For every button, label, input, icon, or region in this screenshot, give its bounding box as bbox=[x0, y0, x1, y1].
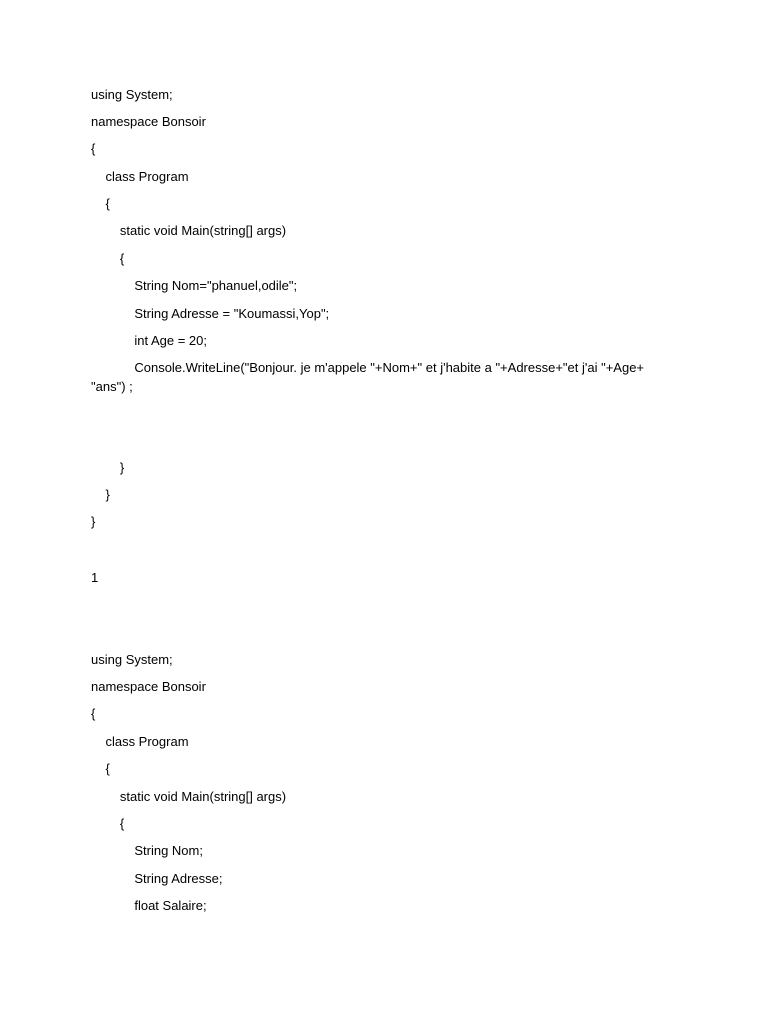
code-line: String Adresse; bbox=[91, 871, 223, 886]
code-line: float Salaire; bbox=[91, 898, 207, 913]
code-line: class Program bbox=[91, 169, 189, 184]
code-line: { bbox=[91, 706, 96, 721]
code-line: { bbox=[91, 816, 125, 831]
code-line: String Nom; bbox=[91, 843, 203, 858]
code-line: } bbox=[91, 460, 125, 475]
code-line: using System; bbox=[91, 87, 173, 102]
code-line: using System; bbox=[91, 652, 173, 667]
code-line: namespace Bonsoir bbox=[91, 114, 206, 129]
page-number: 1 bbox=[91, 570, 99, 585]
code-line: { bbox=[91, 251, 125, 266]
code-line: namespace Bonsoir bbox=[91, 679, 206, 694]
code-line: } bbox=[91, 487, 110, 502]
code-line: String Adresse = "Koumassi,Yop"; bbox=[91, 306, 330, 321]
code-line: { bbox=[91, 761, 110, 776]
code-line: { bbox=[91, 196, 110, 211]
code-line: String Nom="phanuel,odile"; bbox=[91, 278, 298, 293]
code-line: { bbox=[91, 141, 96, 156]
code-line: static void Main(string[] args) bbox=[91, 789, 287, 804]
code-line: int Age = 20; bbox=[91, 333, 207, 348]
code-line: class Program bbox=[91, 734, 189, 749]
code-line: static void Main(string[] args) bbox=[91, 223, 287, 238]
code-line: Console.WriteLine("Bonjour. je m'appele "+Nom+" et j'habite a "+Adresse+"et j'ai "+Age+ "ans") ; bbox=[91, 360, 648, 394]
code-line: } bbox=[91, 514, 96, 529]
